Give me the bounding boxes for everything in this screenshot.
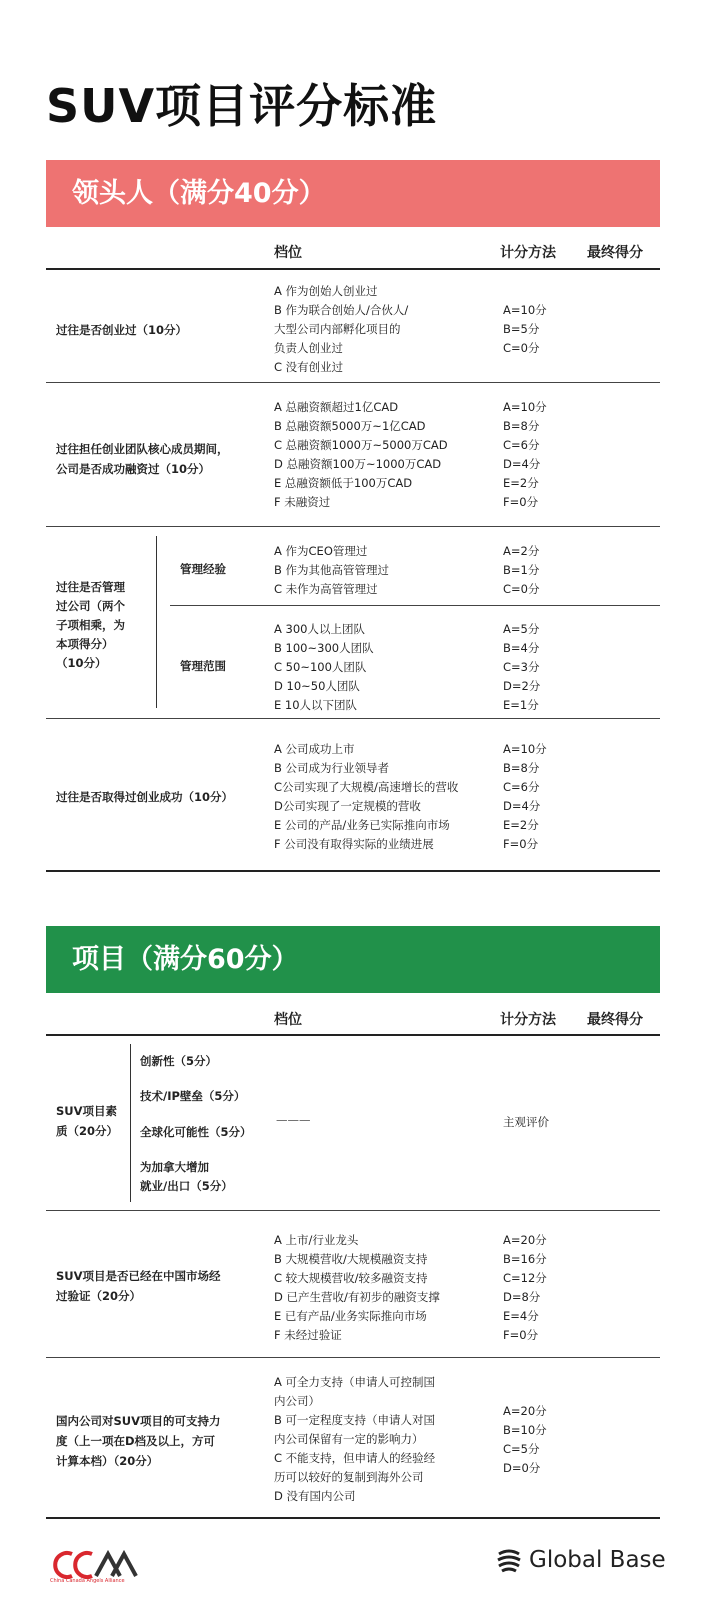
- divider: [46, 718, 660, 719]
- row-options: A 可全力支持（申请人可控制国 内公司） B 可一定程度支持（申请人对国 内公司保留有一定的影响力） C 不能支持，但申请人的经验经 历可以较好的复制到海外公司 D 没有国内公司: [274, 1375, 436, 1503]
- header-level: 档位: [274, 1012, 302, 1028]
- ccaa-logo: [50, 1540, 140, 1590]
- divider: [46, 382, 660, 383]
- divider: [46, 268, 660, 270]
- row-scores: A=10分 B=8分 C=6分 D=4分 E=2分 F=0分: [503, 742, 547, 851]
- divider: [46, 526, 660, 527]
- section-project-banner: 项目（满分60分）: [46, 926, 660, 993]
- row-scores: A=10分 B=8分 C=6分 D=4分 E=2分 F=0分: [503, 400, 547, 509]
- header-method: 计分方法: [500, 245, 556, 261]
- header-level: 档位: [274, 245, 302, 261]
- row-options: A 公司成功上市 B 公司成为行业领导者 C公司实现了大规模/高速增长的营收 D公司实现了一定规模的营收 E 公司的产品/业务已实际推向市场 F 公司没有取得实际的业绩进展: [274, 742, 459, 851]
- divider: [46, 1210, 660, 1211]
- vertical-divider: [156, 536, 157, 708]
- header-final: 最终得分: [587, 245, 643, 261]
- divider: [46, 1517, 660, 1519]
- ccaa-logo-sub: China Canada Angels Alliance: [50, 1578, 125, 1584]
- divider: [46, 1357, 660, 1358]
- divider: [46, 870, 660, 872]
- divider: [46, 1034, 660, 1036]
- row-label: 过往是否创业过（10分）: [56, 323, 188, 337]
- dash: ———: [276, 1113, 311, 1127]
- row-options: A 作为创始人创业过 B 作为联合创始人/合伙人/ 大型公司内部孵化项目的 负责人创业过 C 没有创业过: [274, 284, 409, 374]
- global-base-text: Global Base: [529, 1547, 666, 1573]
- row-label: SUV项目素 质（20分）: [56, 1104, 119, 1138]
- row-scores: A=20分 B=16分 C=12分 D=8分 E=4分 F=0分: [503, 1233, 547, 1342]
- row-label: 过往担任创业团队核心成员期间， 公司是否成功融资过（10分）: [56, 442, 229, 476]
- row-scores: A=10分 B=5分 C=0分: [503, 303, 547, 355]
- row-options: A 上市/行业龙头 B 大规模营收/大规模融资支持 C 较大规模营收/较多融资支持 D 已产生营收/有初步的融资支撑 E 已有产品/业务实际推向市场 F 未经过验证: [274, 1233, 440, 1342]
- sub-label: 全球化可能性（5分）: [140, 1125, 252, 1139]
- row-label: 国内公司对SUV项目的可支持力 度（上一项在D档及以上，方可 计算本档）（20分）: [56, 1414, 221, 1468]
- sub-label: 管理范围: [180, 659, 226, 673]
- row-scores: 主观评价: [503, 1115, 549, 1129]
- row-options: A 作为CEO管理过 B 作为其他高管管理过 C 未作为高管管理过: [274, 544, 390, 596]
- vertical-divider: [130, 1044, 131, 1202]
- header-final: 最终得分: [587, 1012, 643, 1028]
- header-method: 计分方法: [500, 1012, 556, 1028]
- row-scores: A=2分 B=1分 C=0分: [503, 544, 540, 596]
- sub-label: 为加拿大增加 就业/出口（5分）: [140, 1160, 233, 1193]
- sub-label: 技术/IP壁垒（5分）: [140, 1089, 246, 1103]
- row-options: A 300人以上团队 B 100~300人团队 C 50~100人团队 D 10~50人团队 E 10人以下团队: [274, 622, 374, 712]
- row-options: A 总融资额超过1亿CAD B 总融资额5000万~1亿CAD C 总融资额1000万~5000万CAD D 总融资额100万~1000万CAD E 总融资额低于100万CAD F 未融资过: [274, 400, 448, 509]
- section-leader-banner: 领头人（满分40分）: [46, 160, 660, 227]
- row-scores: A=5分 B=4分 C=3分 D=2分 E=1分: [503, 622, 541, 712]
- sub-divider: [170, 605, 660, 606]
- row-label: 过往是否管理 过公司（两个 子项相乘，为 本项得分） （10分）: [56, 580, 125, 670]
- row-label: 过往是否取得过创业成功（10分）: [56, 790, 234, 804]
- global-base-logo: [495, 1545, 666, 1575]
- global-base-icon: [495, 1546, 523, 1574]
- ccaa-logo-text: [50, 1540, 53, 1541]
- sub-label: 创新性（5分）: [140, 1054, 218, 1068]
- row-label: SUV项目是否已经在中国市场经 过验证（20分）: [56, 1269, 221, 1303]
- sub-label: 管理经验: [180, 562, 226, 576]
- row-scores: A=20分 B=10分 C=5分 D=0分: [503, 1404, 547, 1475]
- page-title: SUV项目评分标准: [46, 79, 438, 133]
